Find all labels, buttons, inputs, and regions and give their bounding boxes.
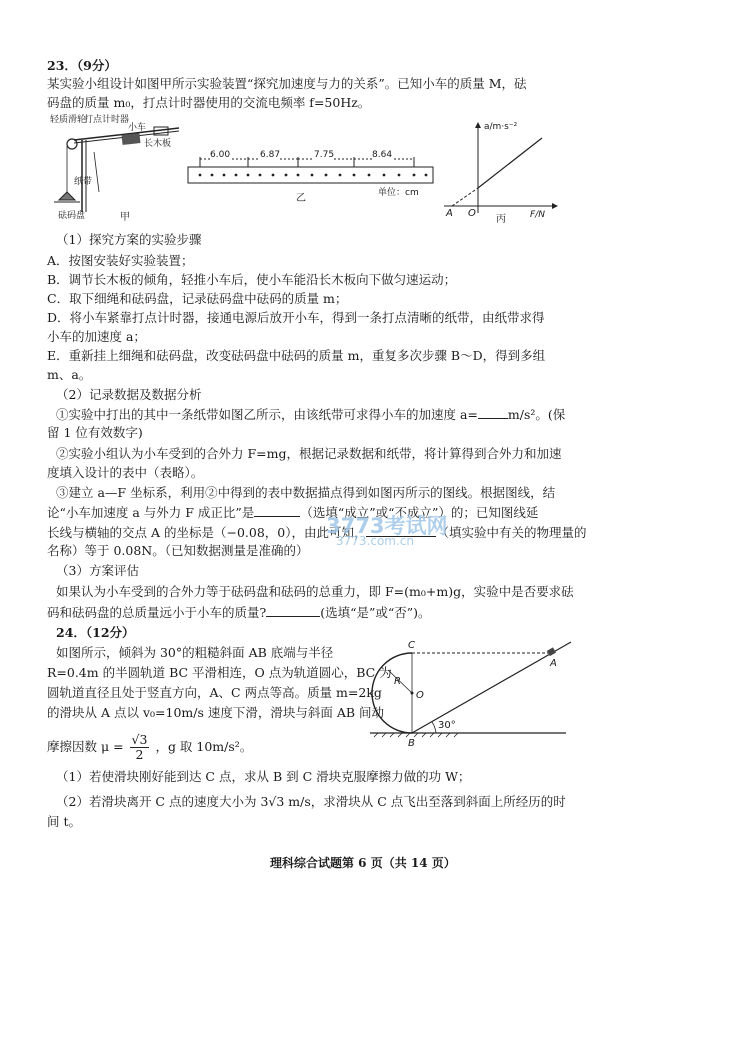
- mu-label: 摩擦因数 μ =: [47, 739, 124, 754]
- tape-distance-3: 7.75: [314, 150, 335, 160]
- part1-line2: 留 1 位有效数字): [47, 425, 143, 440]
- part2-line1: ②实验小组认为小车受到的合外力 F=mg，根据记录数据和纸带，将计算得到合外力和加速: [56, 446, 562, 461]
- figure-q24: [366, 640, 576, 752]
- point-A: A: [550, 658, 557, 669]
- mu-fraction: [130, 733, 150, 762]
- tape-distance-4: 8.64: [372, 150, 393, 160]
- page-footer: 理科综合试题第 6 页（共 14 页）: [270, 856, 456, 870]
- part2-line2: 度填入设计的表中（表略）。: [47, 465, 204, 480]
- part4-text-b: (选填“是”或“否”)。: [320, 605, 431, 620]
- caption-bing: 丙: [496, 214, 506, 225]
- answer-blank-conclusion[interactable]: [254, 504, 300, 517]
- q24-line2: R=0.4m 的半圆轨道 BC 平滑相连，O 点为轨道圆心，BC 为: [47, 665, 392, 680]
- q24-line5: [47, 733, 252, 762]
- q24-part2-line2: 间 t。: [47, 814, 81, 829]
- mu-denominator: 2: [135, 747, 144, 762]
- part4-line1: 如果认为小车受到的合外力等于砝码盘和砝码的总重力，即 F=(m₀+m)g，实验中是否要求砝: [56, 584, 574, 599]
- part4-line2: [47, 604, 431, 621]
- step-d-line1: D．将小车紧靠打点计时器，接通电源后放开小车，得到一条打点清晰的纸带，由纸带求得: [47, 310, 545, 325]
- answer-blank-mass[interactable]: [266, 604, 320, 617]
- watermark-url: 3773.com.cn: [336, 534, 414, 548]
- step-c: C．取下细绳和砝码盘，记录砝码盘中砝码的质量 m；: [47, 291, 348, 306]
- step-e-line1: E．重新挂上细绳和砝码盘，改变砝码盘中砝码的质量 m，重复多次步骤 B～D，得到多组: [47, 348, 546, 363]
- label-cart: 小车: [128, 123, 147, 133]
- part3-text-b: （选填“成立”或“不成立”）的；已知图线延: [300, 505, 539, 520]
- figure-yi: [186, 145, 436, 205]
- center-O: O: [416, 690, 424, 701]
- caption-jia: 甲: [120, 212, 130, 223]
- label-pulley: 轻质滑轮: [50, 115, 87, 125]
- q23-number: 23．（9分）: [47, 58, 117, 73]
- tape-distance-1: 6.00: [210, 150, 231, 160]
- section2-title: （2）记录数据及数据分析: [56, 387, 202, 402]
- graph-ylabel: a/m·s⁻²: [484, 122, 518, 132]
- tape-distance-2: 6.87: [260, 150, 281, 160]
- watermark-logo: 3773考试网: [326, 514, 448, 538]
- part3-text-a: 论“小车加速度 a 与外力 F 成正比”是: [47, 505, 255, 520]
- q24-part1: （1）若使滑块刚好能到达 C 点，求从 B 到 C 滑块克服摩擦力做的功 W；: [56, 769, 471, 784]
- q24-line3: 圆轨道直径且处于竖直方向，A、C 两点等高。质量 m=2kg: [47, 685, 382, 700]
- step-a: A．按图安装好实验装置；: [47, 253, 194, 268]
- part3-line2: [47, 504, 538, 521]
- figure-bing: [440, 118, 560, 228]
- q24-number: 24．（12分）: [56, 625, 135, 640]
- point-C: C: [408, 640, 415, 651]
- part1-text: ①实验中打出的其中一条纸带如图乙所示，由该纸带可求得小车的加速度 a=: [56, 407, 478, 422]
- apparatus-diagram: [44, 112, 184, 222]
- label-timer: 打点计时器: [84, 115, 130, 125]
- section3-title: （3）方案评估: [56, 563, 139, 578]
- step-d-line2: 小车的加速度 a；: [47, 329, 146, 344]
- graph-origin: O: [468, 208, 476, 219]
- graph-xlabel: F/N: [530, 210, 545, 220]
- label-tape: 纸带: [74, 177, 93, 187]
- part1-line1: [56, 406, 565, 423]
- q24-line1: 如图所示，倾斜为 30°的粗糙斜面 AB 底端与半径: [56, 645, 334, 660]
- point-B: B: [408, 738, 415, 749]
- part4-text-a: 码和砝码盘的总质量远小于小车的质量?: [47, 605, 267, 620]
- part3-line4: 名称）等于 0.08N。（已知数据测量是准确的）: [47, 543, 309, 558]
- part3-text-c: 长线与横轴的交点 A 的坐标是（−0.08，0），由此可知，: [47, 525, 367, 540]
- q24-line4: 的滑块从 A 点以 v₀=10m/s 速度下滑，滑块与斜面 AB 间动: [47, 705, 385, 720]
- caption-yi: 乙: [296, 193, 306, 204]
- q24-part2-line1: （2）若滑块离开 C 点的速度大小为 3√3 m/s，求滑块从 C 点飞出至落到斜面上所经历的时: [56, 794, 566, 809]
- radius-R: R: [394, 676, 401, 687]
- label-board: 长木板: [144, 139, 172, 149]
- step-e-line2: m、a。: [47, 367, 92, 382]
- step-b: B．调节长木板的倾角，轻推小车后，使小车能沿长木板向下做匀速运动；: [47, 272, 457, 287]
- part3-line3: [47, 524, 587, 541]
- part1-unit: m/s²。(保: [507, 407, 566, 422]
- angle-30: 30°: [438, 720, 456, 731]
- graph-point-A: A: [446, 208, 453, 219]
- section1-title: （1）探究方案的实验步骤: [56, 232, 202, 247]
- tape-unit: 单位：cm: [378, 188, 419, 198]
- label-weight: 砝码盘: [58, 211, 86, 221]
- mu-numerator: √3: [131, 732, 148, 747]
- q23-intro-line2: 码盘的质量 m₀，打点计时器使用的交流电频率 f=50Hz。: [47, 95, 371, 110]
- slope-and-semicircle: [366, 640, 576, 752]
- part3-text-d: （填实验中有关的物理量的: [436, 525, 587, 540]
- part3-line1: ③建立 a—F 坐标系，利用②中得到的表中数据描点得到如图丙所示的图线。根据图线，结: [56, 485, 556, 500]
- g-value: ，g 取 10m/s²。: [155, 739, 253, 754]
- answer-blank-acceleration[interactable]: [478, 406, 508, 419]
- figure-jia: [44, 112, 184, 222]
- q23-intro-line1: 某实验小组设计如图甲所示实验装置“探究加速度与力的关系”。已知小车的质量 M，砝: [47, 76, 527, 91]
